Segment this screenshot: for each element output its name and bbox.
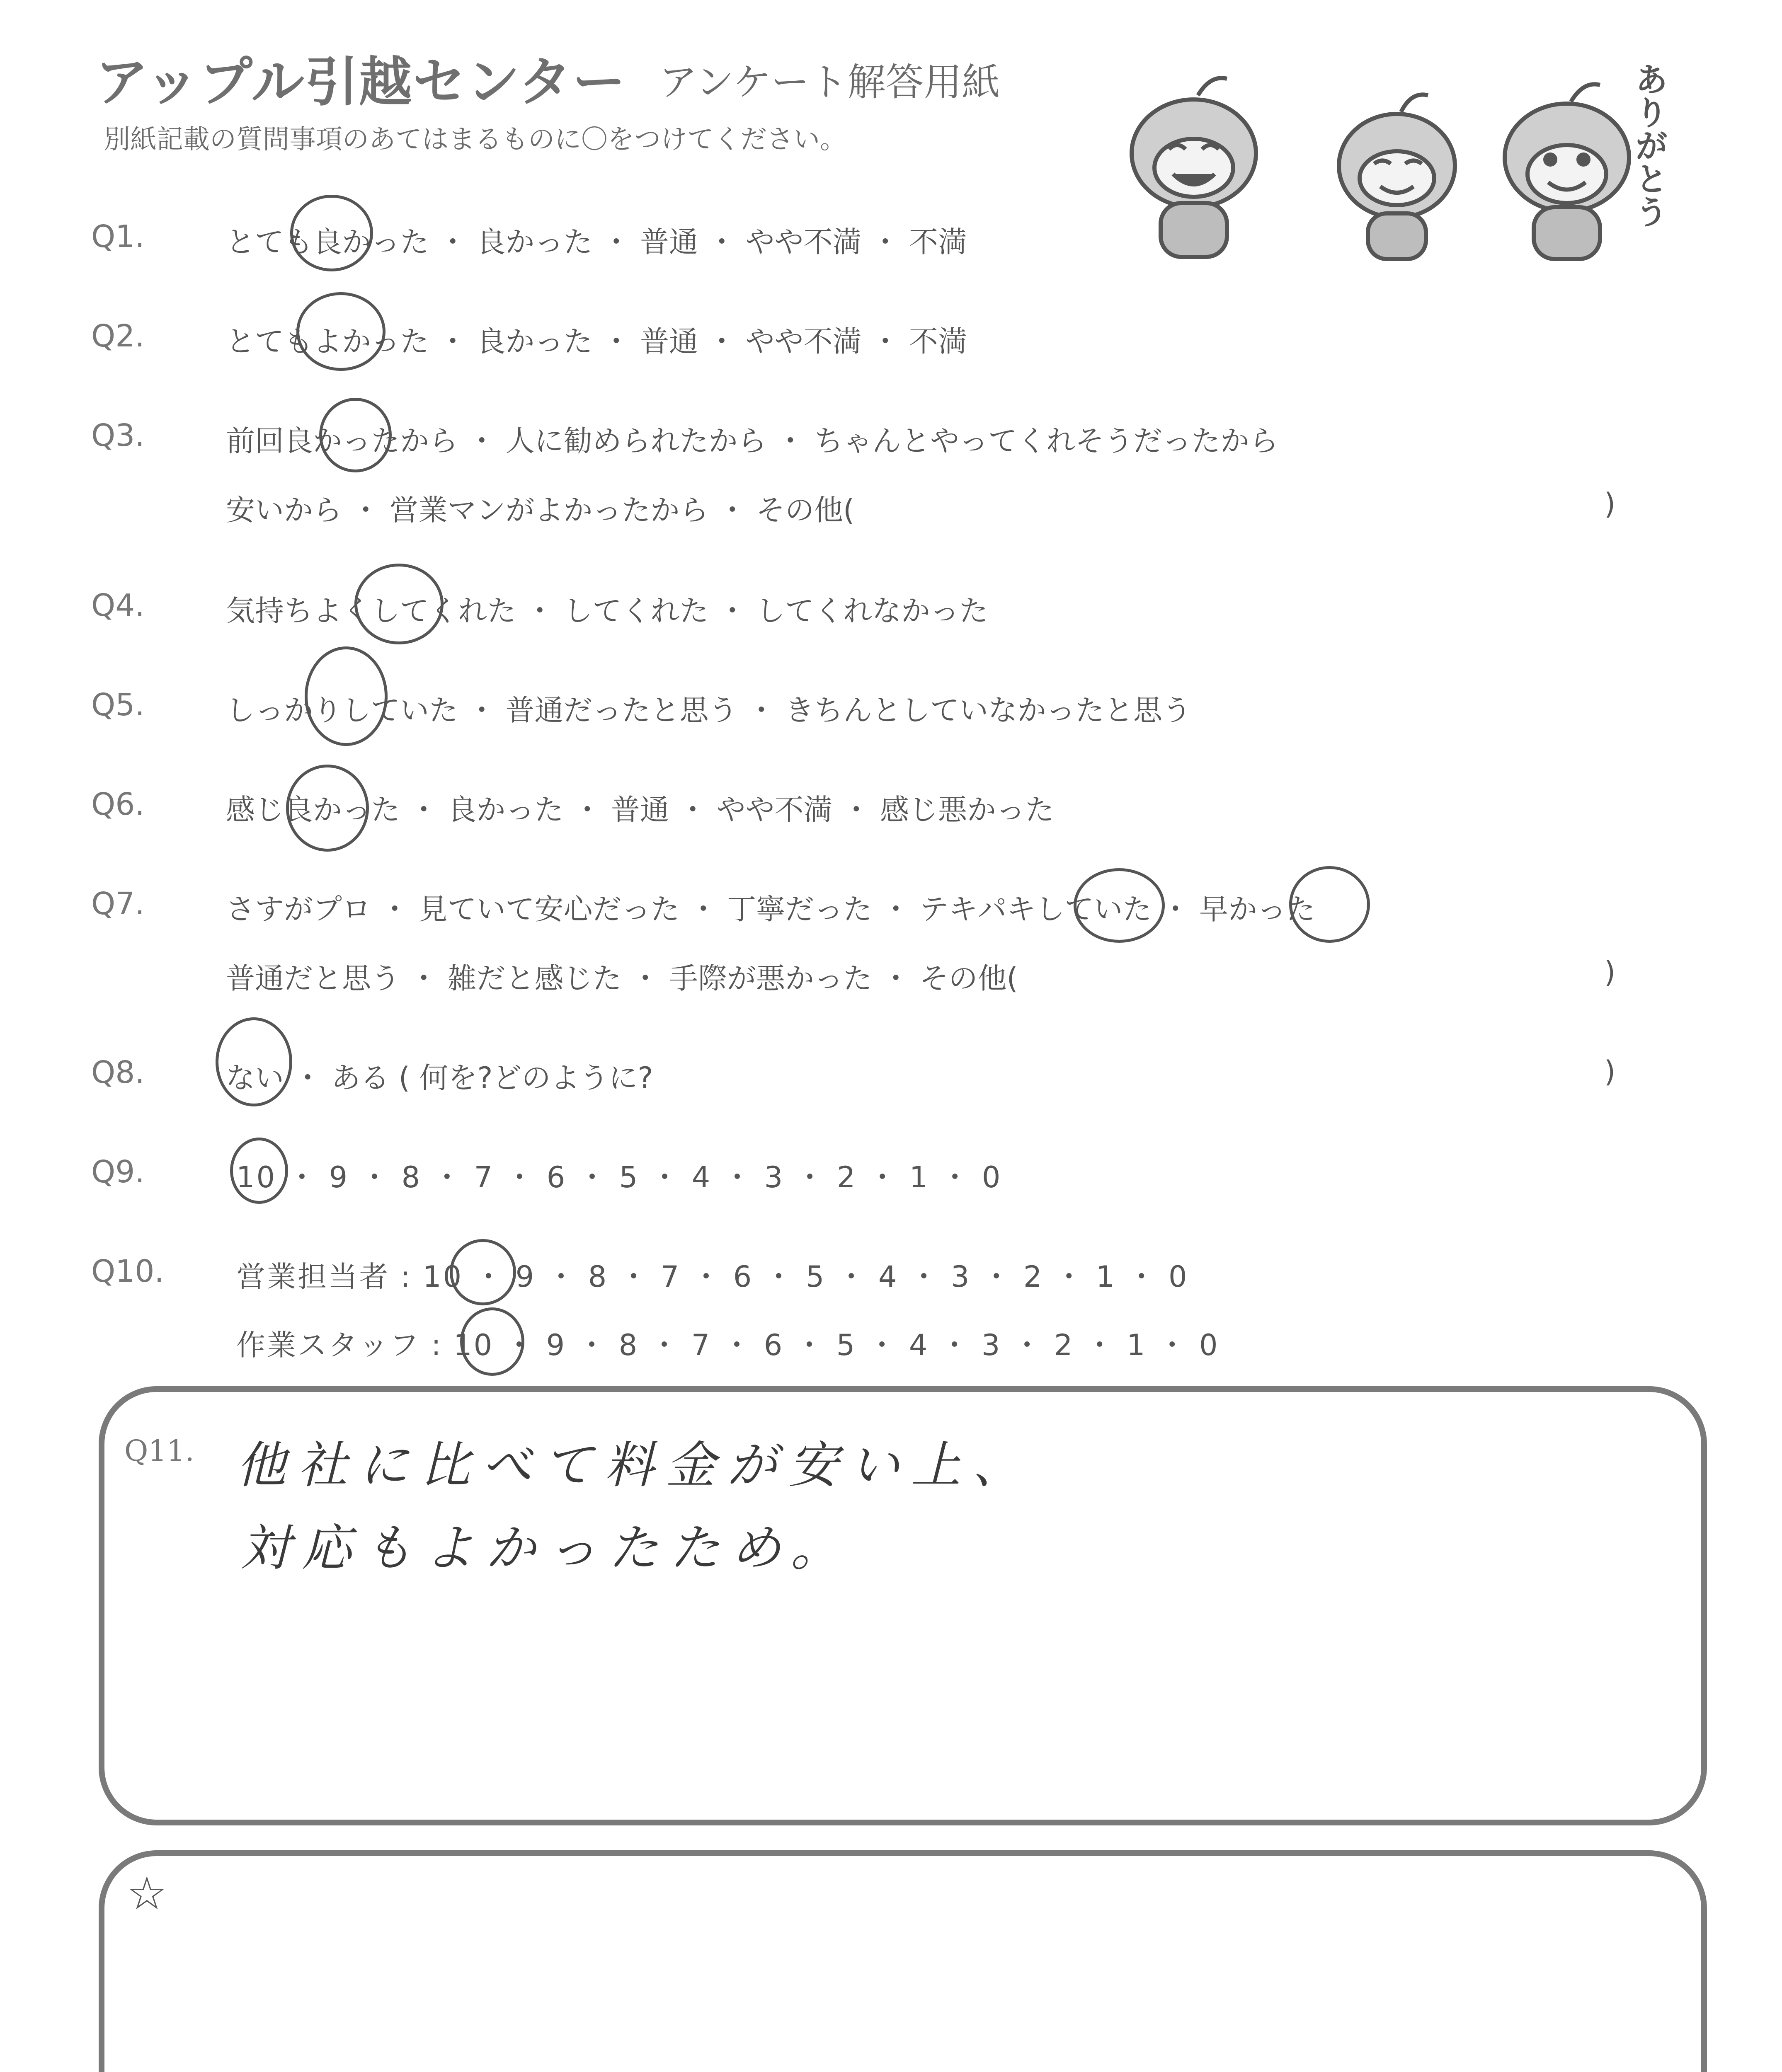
q8-label: Q8. [91, 1055, 145, 1090]
q2-selection-circle [296, 292, 385, 371]
q6-label: Q6. [91, 787, 145, 822]
thanks-text: ありがとう [1629, 62, 1668, 228]
q11-answer-line2: 対応もよかったため。 [240, 1520, 852, 1577]
q7-close-paren: ) [1604, 955, 1616, 989]
q8-options: ない ・ ある ( 何を?どのように? [226, 1061, 653, 1095]
q7-selection-circle-2 [1289, 866, 1370, 943]
q2-options: とてもよかった ・ 良かった ・ 普通 ・ やや不満 ・ 不満 [226, 324, 967, 358]
q10-sales-selection-circle [450, 1239, 516, 1305]
q3-options-line1: 前回良かったから ・ 人に勧められたから ・ ちゃんとやってくれそうだったから [226, 424, 1279, 458]
q3-close-paren: ) [1604, 487, 1616, 521]
q9-scale: 10 ・ 9 ・ 8 ・ 7 ・ 6 ・ 5 ・ 4 ・ 3 ・ 2 ・ 1 ・ 0 [236, 1160, 1002, 1194]
q10-staff-selection-circle [460, 1307, 524, 1376]
q10-label: Q10. [91, 1254, 164, 1289]
q1-label: Q1. [91, 219, 145, 254]
q7-options-line2: 普通だと思う ・ 雑だと感じた ・ 手際が悪かった ・ その他( [226, 961, 1018, 995]
q3-options-line2: 安いから ・ 営業マンがよかったから ・ その他( [226, 493, 855, 527]
q7-options-line1: さすがプロ ・ 見ていて安心だった ・ 丁寧だった ・ テキパキしていた ・ 早かった [226, 892, 1316, 926]
q5-options: しっかりしていた ・ 普通だったと思う ・ きちんとしていなかったと思う [226, 693, 1192, 727]
q3-selection-circle [319, 398, 392, 472]
q6-selection-circle [286, 765, 369, 852]
q7-selection-circle-1 [1074, 868, 1165, 943]
q4-selection-circle [354, 564, 444, 644]
q9-selection-circle [230, 1138, 288, 1204]
q10-staff-scale: 作業スタッフ : 10 ・ 9 ・ 8 ・ 7 ・ 6 ・ 5 ・ 4 ・ 3 ・ 2 ・ 1 ・ 0 [236, 1328, 1220, 1362]
q4-options: 気持ちよくしてくれた ・ してくれた ・ してくれなかった [226, 594, 989, 628]
q1-options: とても良かった ・ 良かった ・ 普通 ・ やや不満 ・ 不満 [226, 225, 967, 259]
q7-label: Q7. [91, 886, 145, 922]
q3-label: Q3. [91, 418, 145, 453]
q4-label: Q4. [91, 588, 145, 623]
q11-answer-line1: 他社に比べて料金が安い上、 [236, 1437, 1034, 1494]
q5-label: Q5. [91, 687, 145, 723]
star-comment-box [99, 1850, 1707, 2072]
q8-selection-circle [216, 1017, 292, 1106]
monkey-mascots-illustration [1115, 54, 1687, 265]
instruction-text: 別紙記載の質問事項のあてはまるものに〇をつけてください。 [104, 124, 846, 155]
q8-close-paren: ) [1604, 1055, 1616, 1089]
q2-label: Q2. [91, 318, 145, 354]
q1-selection-circle [290, 195, 373, 271]
q10-sales-scale: 営業担当者 : 10 ・ 9 ・ 8 ・ 7 ・ 6 ・ 5 ・ 4 ・ 3 ・ 2 ・ 1 ・ 0 [236, 1260, 1189, 1294]
star-icon: ☆ [126, 1867, 167, 1920]
q11-label: Q11. [124, 1434, 194, 1468]
q9-label: Q9. [91, 1154, 145, 1190]
company-title: アップル引越センター [95, 51, 626, 113]
q6-options: 感じ良かった ・ 良かった ・ 普通 ・ やや不満 ・ 感じ悪かった [226, 793, 1055, 827]
form-subtitle: アンケート解答用紙 [659, 60, 1000, 104]
q5-selection-circle [305, 646, 388, 746]
